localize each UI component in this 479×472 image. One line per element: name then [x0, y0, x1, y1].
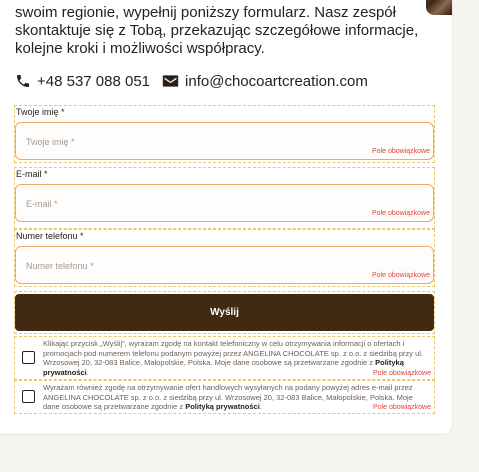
- phone-number: +48 537 088 051: [37, 72, 151, 90]
- email-address: info@chocoartcreation.com: [185, 72, 368, 90]
- consent-email-tail: .: [259, 402, 262, 411]
- contact-info: [15, 71, 380, 91]
- intro-text: [15, 4, 419, 58]
- consent-phone-required-note: Pole obowiązkowe: [373, 370, 431, 377]
- phone-label: Numer telefonu *: [16, 231, 84, 241]
- consent-email-text: Wyrażam również zgodę na otrzymywanie ofert handlowych wysyłanych na podany powyżej adres e-mail przez ANGELINA CHOCOLATE sp. z o.o. z siedzibą przy ul. Wrzosowej 20, 32-083 Balice, Małopolskie, Polska. Moje dane osobowe są przetwarzane zgodnie z: [43, 383, 413, 411]
- email-link[interactable]: [162, 73, 368, 90]
- phone-group: [14, 229, 435, 287]
- phone-required-note: Pole obowiązkowe: [372, 272, 430, 279]
- product-photo: [426, 0, 452, 15]
- phone-link[interactable]: [15, 73, 150, 90]
- submit-wrap: [14, 291, 435, 334]
- email-label: E-mail *: [16, 169, 48, 179]
- privacy-policy-link[interactable]: Polityką prywatności: [185, 402, 260, 411]
- email-placeholder: E-mail *: [26, 199, 58, 209]
- email-group: [14, 167, 435, 229]
- name-required-note: Pole obowiązkowe: [372, 148, 430, 155]
- intro-line: kolejne kroki i możliwości współpracy.: [15, 40, 265, 57]
- consent-phone-tail: .: [86, 367, 89, 377]
- consent-phone: [14, 336, 435, 380]
- consent-email: [14, 380, 435, 414]
- consent-phone-checkbox[interactable]: [22, 351, 35, 364]
- phone-input[interactable]: [15, 246, 434, 284]
- intro-line: swoim regionie, wypełnij poniższy formularz. Nasz zespół: [15, 4, 396, 21]
- consent-email-checkbox[interactable]: [22, 390, 35, 403]
- contact-form: [14, 105, 435, 414]
- intro-line: skontaktuje się z Tobą, przekazując szczegółowe informacje,: [15, 22, 419, 39]
- email-required-note: Pole obowiązkowe: [372, 210, 430, 217]
- submit-button[interactable]: Wyślij: [15, 294, 434, 331]
- consent-phone-text: Klikając przycisk „Wyślij”, wyrażam zgodę na kontakt telefoniczny w celu otrzymywania informacji o ofertach i promocjach pod numerem telefonu podanym powyżej przez ANGELINA CHOCOLATE sp. z o.o. z siedzibą przy ul. Wrzosowej 20, 32-083 Balice, Małopolskie, Polska. Moje dane osobowe są przetwarzane zgodnie z: [43, 339, 424, 367]
- name-label: Twoje imię *: [16, 107, 65, 117]
- email-input[interactable]: [15, 184, 434, 222]
- privacy-policy-link[interactable]: Polityką prywatności: [43, 358, 404, 377]
- phone-placeholder: Numer telefonu *: [26, 261, 94, 271]
- name-placeholder: Twoje imię *: [26, 137, 75, 147]
- name-input[interactable]: [15, 122, 434, 160]
- phone-icon: [15, 73, 31, 89]
- consent-email-required-note: Pole obowiązkowe: [373, 404, 431, 411]
- name-group: [14, 105, 435, 163]
- mail-icon: [162, 74, 179, 88]
